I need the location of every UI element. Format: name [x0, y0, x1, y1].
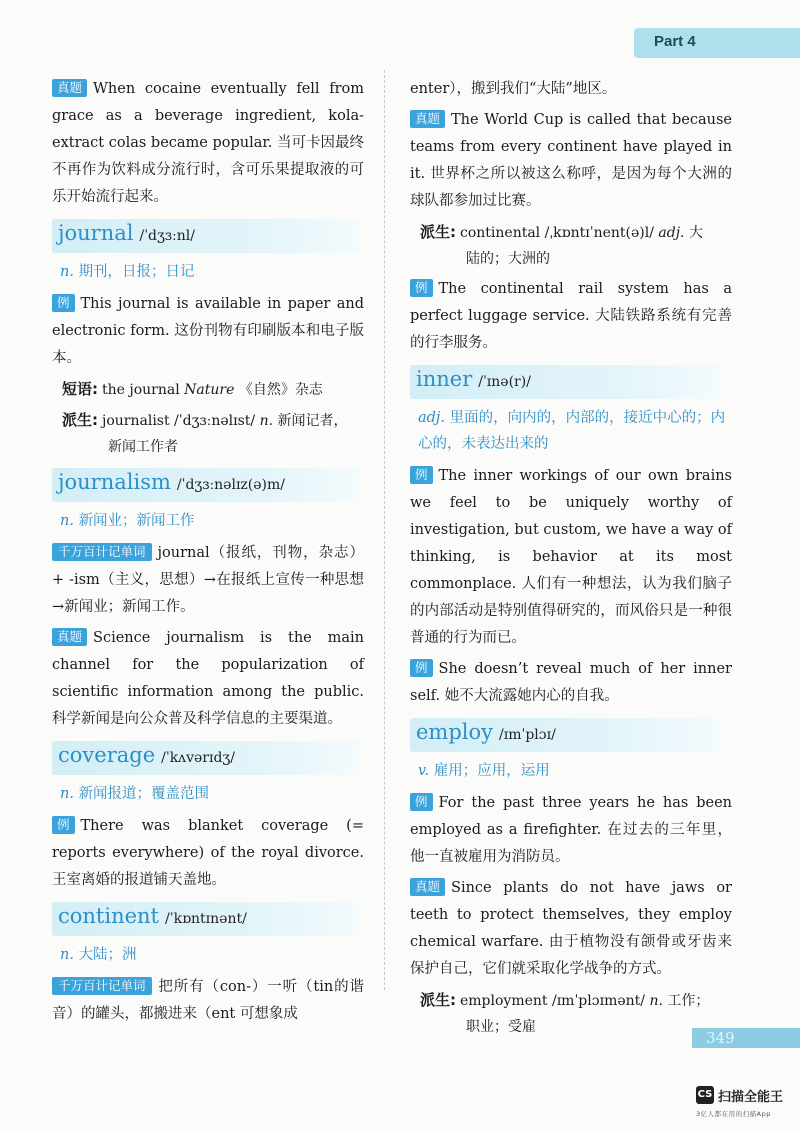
memory-tag: 千万百计记单词 [52, 977, 152, 995]
derivative: 派生: journalist /ˈdʒɜːnəlɪst/ n. 新闻记者， 新闻工作者 [62, 411, 348, 455]
example: 真题 The World Cup is called that because teams from every continent have played in it. 世界杯之所以被这么称呼，是因为每个大洲的球队都参加过比赛。 [410, 111, 732, 209]
app-name: 扫描全能王 [718, 1090, 784, 1105]
derivative: 派生: employment /ɪmˈplɔɪmənt/ n. 工作； 职业；受雇 [420, 991, 710, 1035]
intro-example: 真题 When cocaine eventually fell from grace as a beverage ingredient, kola-extract colas became popular. 当可卡因最终不再作为饮料成分流行时，含可乐果提取液的可乐开始流行起来。 [52, 80, 364, 205]
column-divider [384, 70, 385, 990]
example-tag: 例 [52, 294, 75, 312]
meaning: n. 大陆；洲 [60, 947, 137, 963]
entry-employ [410, 718, 732, 752]
headword: journalism [58, 470, 171, 494]
meaning: n. 新闻业；新闻工作 [60, 513, 195, 529]
example-tag: 例 [410, 793, 433, 811]
memory-tag: 千万百计记单词 [52, 543, 152, 561]
entry-journal [52, 219, 364, 253]
memory-tip-continued: enter），搬到我们“大陆”地区。 [410, 81, 617, 97]
memory-tip: 千万百计记单词 journal（报纸，刊物，杂志）+ -ism（主义，思想）→在报纸上宣传一种思想→新闻业；新闻工作。 [52, 544, 364, 615]
camscanner-logo-icon: CS [696, 1086, 714, 1104]
entry-journalism [52, 468, 364, 502]
part-label: Part 4 [654, 33, 696, 50]
meaning: n. 期刊，日报；日记 [60, 264, 195, 280]
memory-tip: 千万百计记单词 把所有（con-）一听（tin的谐音）的罐头，都搬进来（ent 可想象成 [52, 978, 364, 1022]
example: 例 There was blanket coverage (= reports everywhere) of the royal divorce. 王室离婚的报道铺天盖地。 [52, 817, 364, 888]
example: 真题 Science journalism is the main channel for the popularization of scientific information among the public. 科学新闻是向公众普及科学信息的主要渠道。 [52, 629, 364, 727]
right-column [410, 76, 732, 1044]
example: 例 The inner workings of our own brains we feel to be uniquely worthy of investigation, but custom, we have a way of thinking, is behavior at its most commonplace. 人们有一种想法，认为我们脑子的内部活动是特别值得研究的，而风俗只是一种很普通的行为而已。 [410, 467, 732, 646]
example-tag: 例 [410, 466, 433, 484]
headword: journal [58, 221, 134, 245]
entry-continent [52, 902, 364, 936]
example: 例 For the past three years he has been employed as a firefighter. 在过去的三年里，他一直被雇用为消防员。 [410, 794, 732, 865]
exam-tag: 真题 [410, 878, 445, 896]
example: 真题 Since plants do not have jaws or teeth to protect themselves, they employ chemical warfare. 由于植物没有颌骨或牙齿来保护自己，它们就采取化学战争的方式。 [410, 879, 732, 977]
headword: inner [416, 367, 473, 391]
derivative: 派生: continental /ˌkɒntɪˈnent(ə)l/ adj. 大 陆的；大洲的 [420, 223, 703, 267]
app-slogan: 3亿人都在用的扫描App [696, 1110, 771, 1118]
part-tab [634, 28, 800, 58]
meaning: adj. 里面的，向内的，内部的，接近中心的；内心的，未表达出来的 [418, 410, 726, 452]
example-tag: 例 [410, 659, 433, 677]
pronunciation: /ˈkʌvərɪdʒ/ [161, 750, 236, 766]
example: 例 The continental rail system has a perfect luggage service. 大陆铁路系统有完善的行李服务。 [410, 280, 732, 351]
example: 例 This journal is available in paper and electronic form. 这份刊物有印刷版本和电子版本。 [52, 295, 364, 366]
meaning: n. 新闻报道；覆盖范围 [60, 786, 210, 802]
headword: continent [58, 904, 160, 928]
exam-tag: 真题 [52, 79, 87, 97]
phrase: 短语: the journal Nature 《自然》杂志 [62, 380, 323, 398]
headword: coverage [58, 743, 156, 767]
example: 例 She doesn’t reveal much of her inner self. 她不大流露她内心的自我。 [410, 660, 732, 704]
page-number: 349 [692, 1028, 800, 1048]
entry-coverage [52, 741, 364, 775]
pronunciation: /ˈdʒɜːnəlɪz(ə)m/ [176, 477, 285, 493]
pronunciation: /ˈkɒntɪnənt/ [165, 911, 247, 927]
exam-tag: 真题 [52, 628, 87, 646]
pronunciation: /ɪmˈplɔɪ/ [499, 727, 556, 743]
left-column [52, 76, 364, 1032]
pronunciation: /ˈdʒɜːnl/ [139, 228, 195, 244]
exam-tag: 真题 [410, 110, 445, 128]
example-tag: 例 [410, 279, 433, 297]
scanner-watermark [696, 1086, 796, 1126]
pronunciation: /ˈɪnə(r)/ [478, 374, 531, 390]
meaning: v. 雇用；应用，运用 [418, 763, 550, 779]
entry-inner [410, 365, 732, 399]
headword: employ [416, 720, 494, 744]
example-tag: 例 [52, 816, 75, 834]
